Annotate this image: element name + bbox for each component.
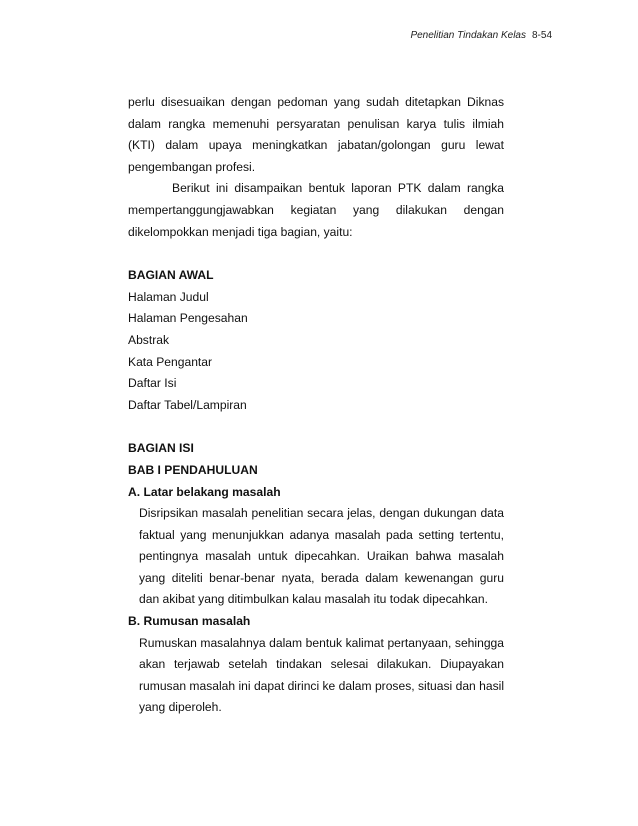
spacer	[128, 416, 504, 438]
spacer	[128, 243, 504, 265]
subheading-latar-belakang: A. Latar belakang masalah	[128, 484, 281, 499]
list-item: Daftar Tabel/Lampiran	[128, 397, 247, 412]
list-item: Daftar Isi	[128, 376, 177, 391]
list-item: Abstrak	[128, 332, 169, 347]
page-body	[128, 92, 504, 719]
chapter-heading: BAB I PENDAHULUAN	[128, 462, 258, 477]
latar-belakang-text: Disripsikan masalah penelitian secara jelas, dengan dukungan data faktual yang menunjukkan adanya masalah pada setting tertentu, pentingnya masalah untuk dipecahkan. Uraikan bahwa masalah yang diteliti benar-benar nyata, berada dalam kewenangan guru dan akibat yang ditimbulkan kalau masalah itu todak dipecahkan.	[139, 506, 504, 607]
list-item: Halaman Judul	[128, 289, 209, 304]
bagian-awal-list	[128, 287, 504, 417]
section-heading-bagian-isi: BAGIAN ISI	[128, 441, 194, 456]
section-heading-bagian-awal: BAGIAN AWAL	[128, 268, 214, 283]
intro-paragraph-1: perlu disesuaikan dengan pedoman yang sudah ditetapkan Diknas dalam rangka memenuhi persyaratan penulisan karya tulis ilmiah (KTI) dalam upaya meningkatkan jabatan/golongan guru lewat pengembangan profesi.	[128, 95, 504, 174]
page-number: 8-54	[531, 30, 552, 41]
list-item: Halaman Pengesahan	[128, 311, 248, 326]
list-item: Kata Pengantar	[128, 354, 213, 369]
intro-paragraph-2: Berikut ini disampaikan bentuk laporan PTK dalam rangka mempertanggungjawabkan kegiatan yang dilakukan dengan dikelompokkan menjadi tiga bagian, yaitu:	[128, 181, 504, 239]
running-header	[410, 30, 552, 41]
rumusan-masalah-text: Rumuskan masalahnya dalam bentuk kalimat pertanyaan, sehingga akan terjawab setelah tindakan selesai dilakukan. Diupayakan rumusan masalah ini dapat dirinci ke dalam proses, situasi dan hasil yang diperoleh.	[139, 635, 505, 715]
header-title: Penelitian Tindakan Kelas	[410, 30, 526, 41]
subheading-rumusan-masalah: B. Rumusan masalah	[128, 614, 251, 629]
